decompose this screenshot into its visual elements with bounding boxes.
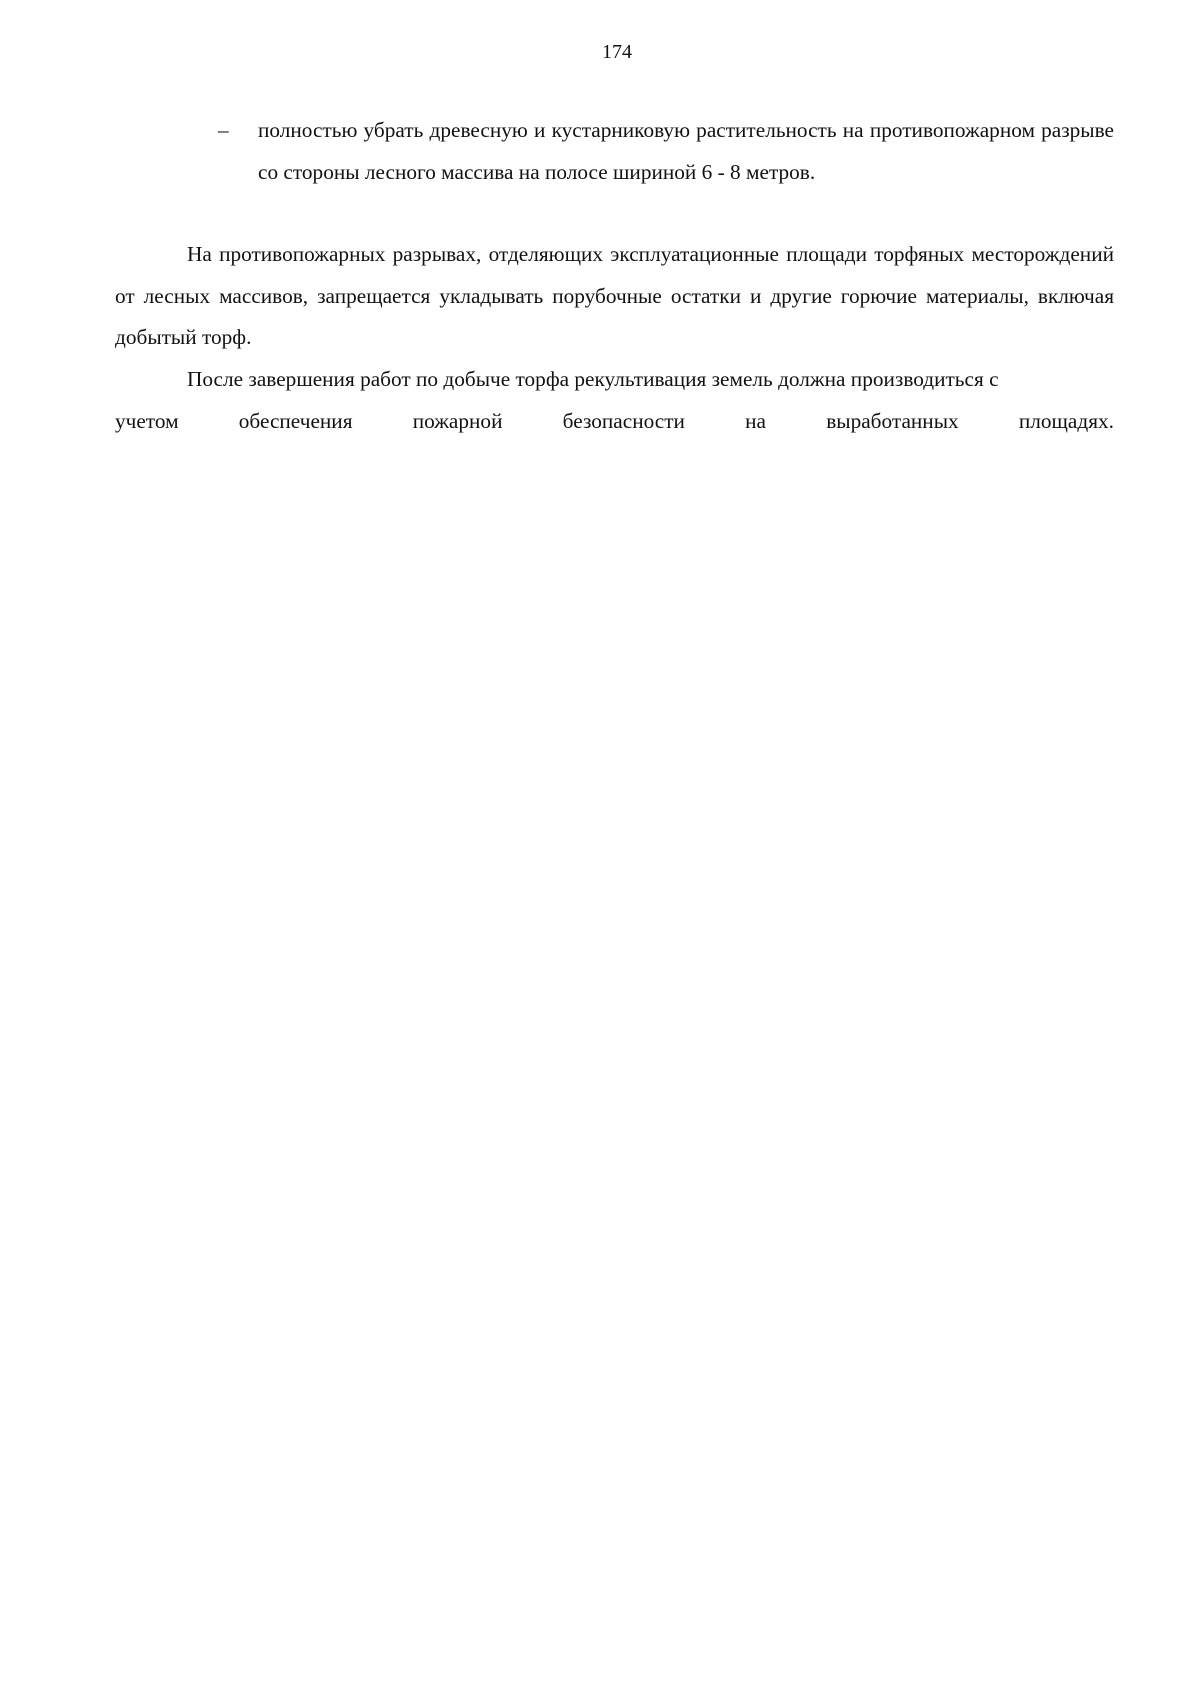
- paragraph-text: На противопожарных разрывах, отделяющих эксплуатационные площади торфяных месторождений от лесных массивов, запрещается укладывать порубочные остатки и другие горючие материалы, включая добытый торф.: [115, 242, 1114, 349]
- bullet-item: [218, 110, 1114, 193]
- bullet-text: полностью убрать древесную и кустарниковую растительность на противопожарном разрыве со стороны лесного массива на полосе шириной 6 - 8 метров.: [258, 118, 1114, 184]
- bullet-dash: –: [218, 118, 229, 142]
- paragraph-fire-breaks: [115, 234, 1114, 359]
- paragraph-line-2: учетом обеспечения пожарной безопасности на выработанных площадях.: [115, 408, 1114, 433]
- paragraph-line-1: После завершения работ по добыче торфа рекультивация земель должна производиться с: [187, 367, 999, 391]
- paragraph-reclamation: [115, 359, 1114, 442]
- page-number: 174: [602, 41, 632, 63]
